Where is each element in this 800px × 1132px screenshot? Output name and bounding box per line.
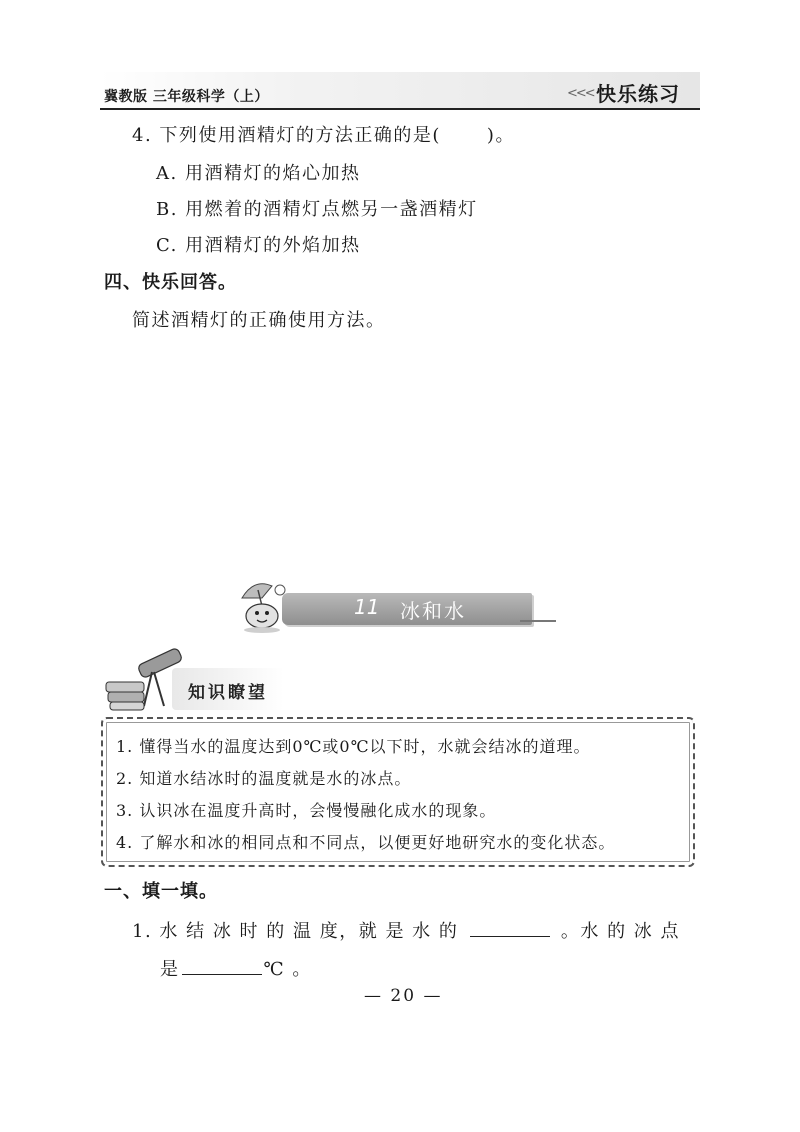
header-rule [100, 108, 700, 110]
option-c: C. 用酒精灯的外焰加热 [156, 235, 361, 256]
section-4-title: 四、快乐回答。 [104, 272, 237, 293]
objective-item: 2. 知道水结冰时的温度就是水的冰点。 [116, 769, 412, 788]
fill-question-1-unit: ℃ 。 [263, 959, 312, 980]
question-4-stem-text: 4. 下列使用酒精灯的方法正确的是( [132, 125, 441, 146]
fill-question-1-line1 [132, 917, 680, 943]
option-a: A. 用酒精灯的焰心加热 [156, 163, 361, 184]
objective-item: 1. 懂得当水的温度达到0℃或0℃以下时，水就会结冰的道理。 [116, 737, 591, 756]
lesson-number: 11 [354, 595, 380, 619]
knowledge-title: 知识瞭望 [188, 683, 268, 703]
fill-question-1-text: 1. 水 结 冰 时 的 温 度，就 是 水 的 [132, 921, 459, 942]
section-4-prompt: 简述酒精灯的正确使用方法。 [132, 310, 386, 331]
series-title: 快乐练习 [596, 82, 680, 106]
section-1-title: 一、填一填。 [104, 881, 218, 902]
objective-item: 4. 了解水和冰的相同点和不同点，以便更好地研究水的变化状态。 [116, 833, 616, 852]
question-4-stem-end: )。 [486, 125, 515, 146]
banner-tail-line [520, 620, 556, 622]
fill-question-1-line2-text: 是 [160, 959, 180, 980]
mascot-icon [232, 576, 290, 634]
chevron-decoration: <<< [567, 86, 594, 101]
option-b: B. 用燃着的酒精灯点燃另一盏酒精灯 [156, 199, 478, 220]
question-4-stem [132, 121, 515, 147]
blank-degrees[interactable] [182, 960, 262, 975]
fill-question-1-line2 [160, 955, 312, 981]
objective-item: 3. 认识冰在温度升高时，会慢慢融化成水的现象。 [116, 801, 497, 820]
blank-freezing-point[interactable] [470, 922, 550, 937]
book-title: 冀教版 三年级科学（上） [104, 89, 269, 105]
fill-question-1-text-end: 。水 的 冰 点 [560, 921, 681, 942]
page-number: — 20 — [364, 986, 443, 1006]
lesson-title: 冰和水 [400, 599, 466, 623]
